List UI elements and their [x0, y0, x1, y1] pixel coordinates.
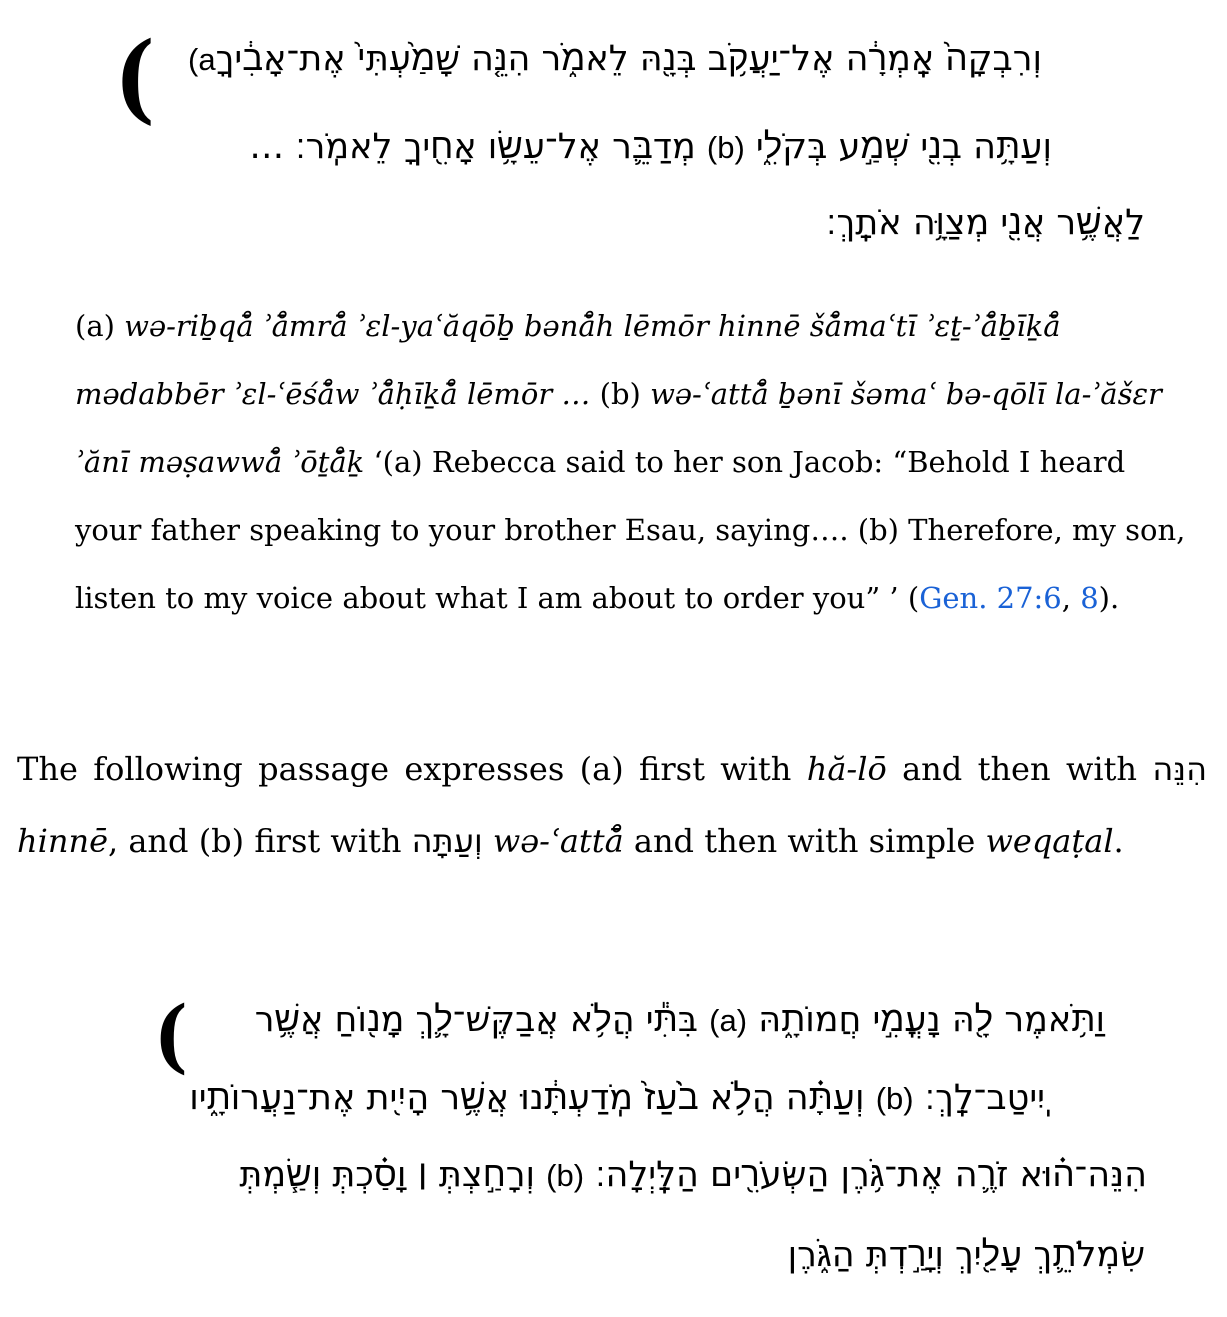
label-b: (b) — [706, 130, 745, 165]
paragraph-text: , and (b) first with — [108, 822, 412, 860]
ref-sep: , — [1061, 581, 1081, 615]
label-a: (a — [188, 42, 216, 77]
hebrew-term: וְעַתָּה — [411, 822, 483, 860]
reference-link-8[interactable]: 8 — [1080, 581, 1099, 615]
italic-term: hă-lō — [806, 750, 887, 788]
paragraph-text: The following passage expresses (a) first with — [17, 750, 807, 788]
hebrew-text: יִֽיטַב־לָֽךְ׃ — [924, 1078, 1045, 1118]
paragraph-text: and then with — [886, 750, 1153, 788]
large-parenthesis: ( — [114, 21, 156, 134]
body-paragraph — [17, 733, 1207, 877]
ref-open: ( — [907, 581, 920, 615]
hebrew-text: מְדַבֵּ֛ר אֶל־עֵשָׂ֥ו אָחִ֖יךָ לֵאמֹֽר׃ … — [249, 127, 696, 167]
label-a: (a) — [75, 309, 115, 343]
paragraph-text — [483, 822, 493, 860]
label-a: (a) — [709, 1003, 748, 1038]
hebrew-line-6 — [239, 1155, 1147, 1195]
hebrew-line-2 — [249, 127, 1052, 167]
transliteration-b: wə-ʿattā̊ ḇənī šəmaʿ bə-qōlī la-ʾăšɛr ʾănī məṣawwā̊ ʾōṯå̄ḵ — [75, 377, 1162, 479]
hebrew-text: לַאֲשֶׁ֥ר אֲנִ֖י מְצַוָּ֥ה אֹתָֽךְ׃ — [826, 203, 1145, 243]
translation-gloss: ‘(a) Rebecca said to her son Jacob: “Behold I heard your father speaking to your brother Esau, saying…. (b) Therefore, my son, listen to my voice about what I am about to order you” ’ — [75, 445, 1186, 615]
italic-term: weqaṭal — [985, 822, 1114, 860]
label-b: (b) — [875, 1081, 914, 1116]
large-parenthesis: ( — [153, 988, 188, 1082]
paragraph-text: and then with simple — [623, 822, 986, 860]
hebrew-term: הִנֵּה — [1152, 750, 1208, 788]
hebrew-line-1 — [188, 39, 1042, 79]
hebrew-text: בִּתִּ֕י הֲלֹ֥א אֲבַקֶּשׁ־לָ֛ךְ מָנ֖וֹחַ אֲשֶׁ֥ר — [254, 1000, 699, 1040]
italic-term: wə-ʿattā̊ — [492, 822, 624, 860]
label-b: (b) — [599, 377, 641, 411]
transliteration-a: wə-riḇqā̊ ʾā̊mrā̊ ʾɛl-yaʿăqōḇ bənā̊h lēmōr hinnē šā̊maʿtī ʾɛṯ-ʾā̊ḇīḵā̊ mədabbēr ʾɛl-ʿēśā̊w ʾā̊ḥīḵā̊ lēmōr … — [75, 309, 1061, 411]
ref-close: ). — [1098, 581, 1120, 615]
hebrew-line-5 — [189, 1078, 1045, 1118]
hebrew-text: וְרִבְקָה֙ אָֽמְרָ֔ה אֶל־יַעֲקֹ֥ב בְּנָ֖הּ לֵאמֹ֑ר הִנֵּ֤ה שָׁמַ֙עְתִּי֙ אֶת־אָבִ֔יךָ — [215, 39, 1042, 79]
hebrew-text: וְעַתָּ֗ה הֲלֹ֥א בֹ֙עַז֙ מֹֽדַעְתָּ֔נוּ אֲשֶׁ֥ר הָיִ֖ית אֶת־נַעֲרוֹתָ֑יו — [189, 1078, 865, 1118]
hebrew-line-3 — [826, 203, 1145, 243]
paragraph-text: . — [1113, 822, 1124, 860]
italic-term: hinnē — [17, 822, 108, 860]
hebrew-line-4 — [254, 1000, 1105, 1040]
reference-link-gen-27-6[interactable]: Gen. 27:6 — [919, 581, 1062, 615]
hebrew-text: שִׂמְלֹתֵ֛ךְ עָלַ֖יִךְ וְיָרַ֣דְתְּ הַגֹּ֑רֶן — [787, 1235, 1145, 1275]
label-b: (b) — [546, 1158, 585, 1193]
hebrew-text: הִנֵּה־ה֗וּא זֹרֶ֛ה אֶת־גֹּ֥רֶן הַשְּׂעֹרִ֖ים הַלָּֽיְלָה׃ — [595, 1155, 1147, 1195]
hebrew-line-7 — [787, 1235, 1145, 1275]
hebrew-text: וְרָחַ֣צְתְּ ׀ וָסַ֗כְתְּ וְשַׂ֧מְתְּ — [239, 1155, 536, 1195]
hebrew-text: וַתֹּ֥אמֶר לָ֖הּ נָעֳמִ֣י חֲמוֹתָ֑הּ — [758, 1000, 1105, 1040]
transliteration-block — [75, 292, 1195, 632]
hebrew-text: וְעַתָּ֥ה בְנִ֖י שְׁמַ֣ע בְּקֹלִ֑י — [755, 127, 1052, 167]
